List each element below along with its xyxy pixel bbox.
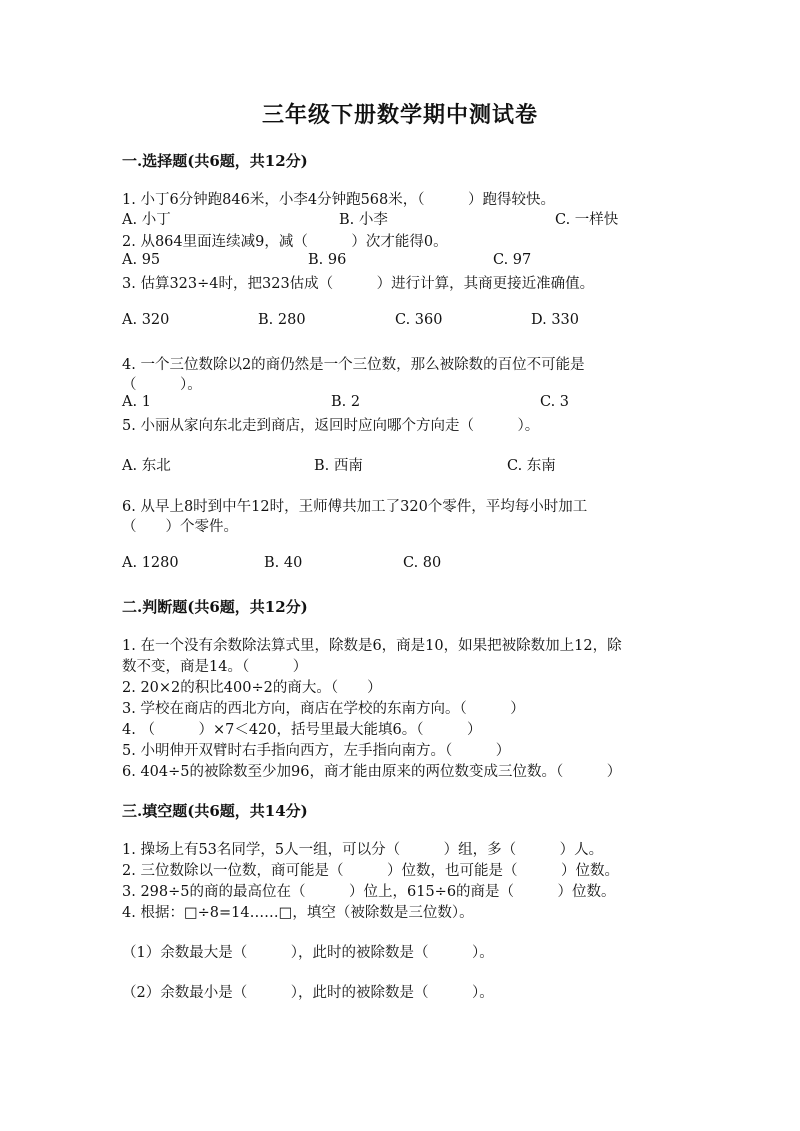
question-text: 1. 小丁6分钟跑846米，小李4分钟跑568米，（ ）跑得较快。 [122,192,555,208]
question-text: 6. 从早上8时到中午12时，王师傅共加工了320个零件，平均每小时加工 [122,499,588,515]
section-heading-judgment: 二.判断题(共6题，共12分) [122,598,308,616]
option-c: C. 一样快 [555,212,619,228]
section-heading-fill: 三.填空题(共6题，共14分) [122,802,308,820]
option-a: A. 320 [122,312,170,328]
fill-item: 2. 三位数除以一位数，商可能是（ ）位数，也可能是（ ）位数。 [122,863,619,879]
fill-item: 4. 根据：□÷8=14……□，填空（被除数是三位数）。 [122,905,474,921]
option-c: C. 东南 [507,458,556,474]
judgment-item-continued: 数不变，商是14。（ ） [122,659,308,675]
option-b: B. 280 [258,312,306,328]
option-c: C. 360 [395,312,443,328]
question-text-continued: （ ）。 [122,377,202,393]
option-c: C. 3 [540,394,570,410]
judgment-item: 2. 20×2的积比400÷2的商大。（ ） [122,680,382,696]
page-title: 三年级下册数学期中测试卷 [261,102,538,128]
option-d: D. 330 [531,312,580,328]
question-text: 5. 小丽从家向东北走到商店，返回时应向哪个方向走（ ）。 [122,418,540,434]
question-text: 4. 一个三位数除以2的商仍然是一个三位数，那么被除数的百位不可能是 [122,357,585,373]
option-a: A. 1 [122,394,151,410]
section-heading-choice: 一.选择题(共6题，共12分) [122,152,308,170]
fill-item: 1. 操场上有53名同学，5人一组，可以分（ ）组，多（ ）人。 [122,842,604,858]
judgment-item: 3. 学校在商店的西北方向，商店在学校的东南方向。（ ） [122,701,525,717]
fill-subitem: （1）余数最大是（ ），此时的被除数是（ ）。 [122,945,494,961]
option-a: A. 小丁 [122,212,171,228]
option-c: C. 80 [403,555,442,571]
judgment-item: 4. （ ）×7＜420，括号里最大能填6。（ ） [122,722,482,738]
option-a: A. 1280 [122,555,179,571]
option-b: B. 96 [308,252,347,268]
fill-item: 3. 298÷5的商的最高位在（ ）位上，615÷6的商是（ ）位数。 [122,884,616,900]
question-text-continued: （ ）个零件。 [122,519,238,535]
judgment-item: 6. 404÷5的被除数至少加96，商才能由原来的两位数变成三位数。（ ） [122,764,622,780]
option-b: B. 小李 [339,212,388,228]
option-a: A. 95 [122,252,161,268]
question-text: 2. 从864里面连续减9，减（ ）次才能得0。 [122,234,448,250]
option-b: B. 2 [331,394,361,410]
judgment-item: 1. 在一个没有余数除法算式里，除数是6，商是10，如果把被除数加上12，除 [122,638,622,654]
option-c: C. 97 [493,252,532,268]
judgment-item: 5. 小明伸开双臂时右手指向西方，左手指向南方。（ ） [122,743,511,759]
option-b: B. 40 [264,555,303,571]
option-b: B. 西南 [314,458,363,474]
option-a: A. 东北 [122,458,171,474]
question-text: 3. 估算323÷4时，把323估成（ ）进行计算，其商更接近准确值。 [122,276,595,292]
fill-subitem: （2）余数最小是（ ），此时的被除数是（ ）。 [122,985,494,1001]
